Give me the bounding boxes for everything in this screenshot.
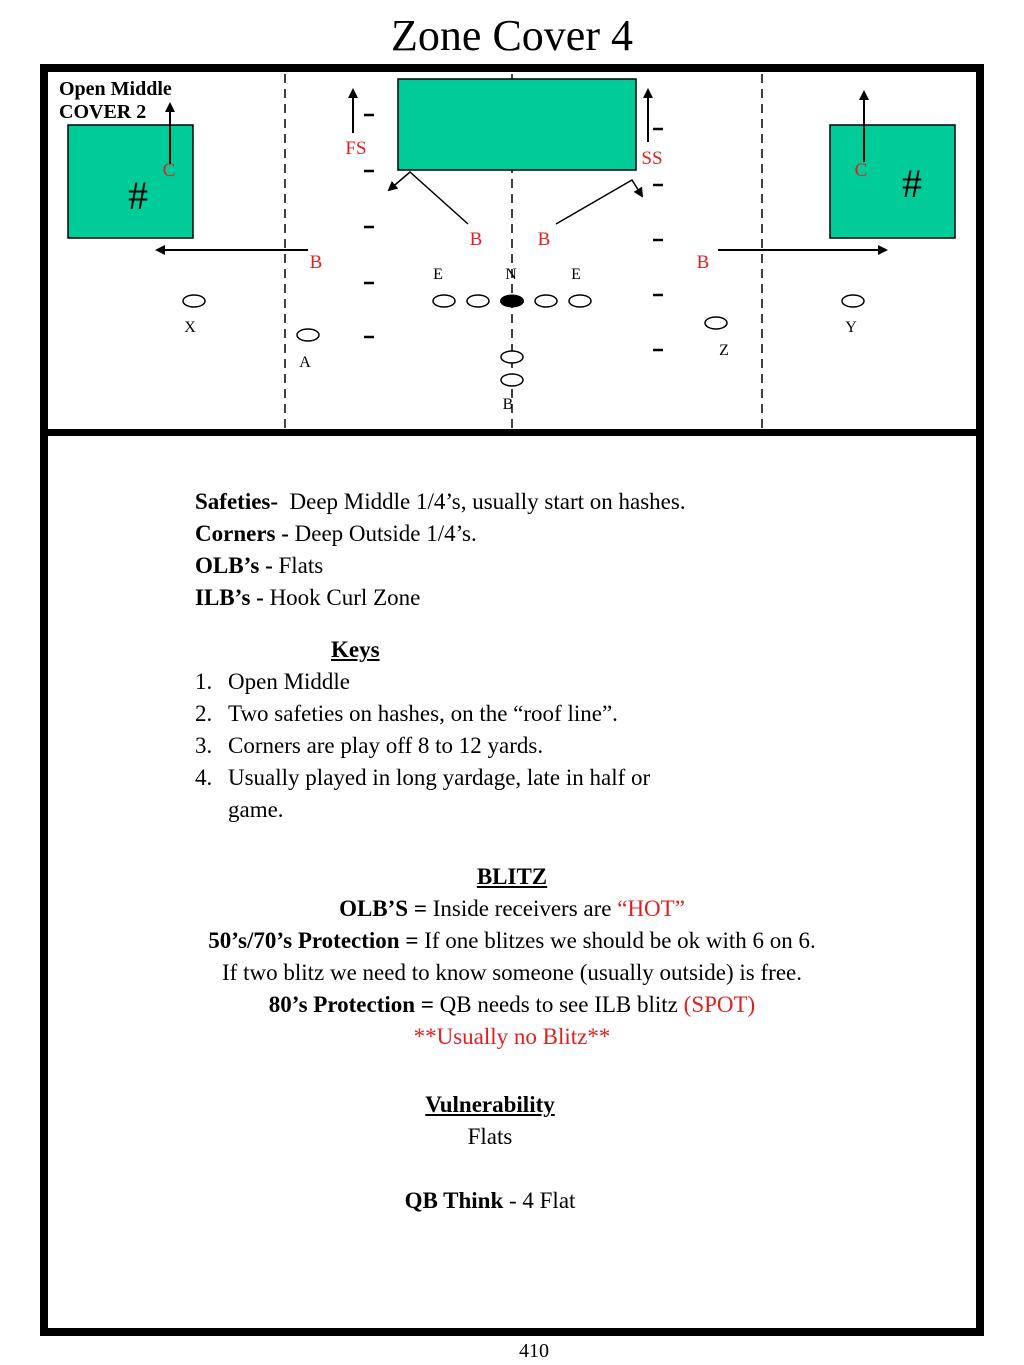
blitz-heading: BLITZ — [476, 864, 548, 889]
olb-right-label: B — [696, 252, 710, 273]
qb-think-line — [18, 1185, 962, 1217]
ss-label: SS — [641, 148, 663, 169]
blitz-two-line: If two blitz we need to know someone (usually outside) is free. — [222, 960, 802, 985]
back-a-label: A — [299, 354, 311, 371]
cover2-label — [59, 78, 172, 124]
blitz-5070-line: 50’s/70’s Protection = If one blitzes we should be ok with 6 on 6. — [208, 928, 816, 953]
cover2-label-line2: COVER 2 — [59, 101, 147, 123]
ilb-right-drop — [556, 180, 642, 224]
receiver-y-label: Y — [845, 319, 857, 336]
list-item: 4. Usually played in long yardage, late in half or game. — [195, 765, 651, 822]
formation-diagram — [0, 0, 1024, 440]
assignment-ilbs — [195, 582, 835, 614]
blitz-no-blitz: **Usually no Blitz** — [413, 1024, 611, 1049]
assignment-role: ILB’s - — [195, 585, 264, 610]
offense-player-rt — [569, 295, 591, 307]
list-item: 3. Corners are play off 8 to 12 yards. — [195, 733, 544, 758]
cover2-label-line1: Open Middle — [59, 78, 172, 100]
hash-symbol-left: # — [128, 173, 148, 218]
assignment-text: Flats — [278, 553, 324, 578]
assignment-text: Deep Outside 1/4’s. — [294, 521, 477, 546]
vulnerability-section — [18, 1089, 962, 1153]
keys-heading: Keys — [331, 637, 380, 662]
assignment-role: OLB’s - — [195, 553, 273, 578]
offense-player-rg — [535, 295, 557, 307]
page-number: 410 — [519, 1340, 549, 1362]
assignment-text: Hook Curl Zone — [269, 585, 421, 610]
offense-player-z — [705, 317, 727, 329]
qb-think-label: QB Think — [404, 1188, 504, 1213]
corner-left-label: C — [162, 160, 176, 181]
zone-deep-right — [830, 125, 955, 238]
blitz-80-line: 80’s Protection = QB needs to see ILB blitz (SPOT) — [268, 992, 756, 1017]
corner-right-label: C — [854, 160, 868, 181]
offense-player-qb — [501, 351, 523, 363]
assignment-corners — [195, 518, 835, 550]
assignment-role: Safeties- — [195, 489, 279, 514]
assignment-olbs — [195, 550, 835, 582]
offense-player-a — [297, 329, 319, 341]
hash-symbol-right: # — [902, 161, 922, 206]
page-title: Zone Cover 4 — [391, 11, 633, 60]
offense-player-lt — [433, 295, 455, 307]
assignment-safeties — [195, 486, 835, 518]
ilb-right-label: B — [537, 229, 551, 250]
offense-player-y — [842, 295, 864, 307]
blitz-olb-line: OLB’S = Inside receivers are “HOT” — [339, 896, 685, 921]
offense-player-b — [501, 374, 523, 386]
olb-left-label: B — [309, 252, 323, 273]
assignment-notes — [195, 486, 835, 826]
assignment-text: Deep Middle 1/4’s, usually start on hashes. — [289, 489, 686, 514]
offense-center-ball — [500, 295, 524, 308]
receiver-z-label: Z — [719, 342, 729, 359]
list-item: 2. Two safeties on hashes, on the “roof line”. — [195, 701, 618, 726]
zone-deep-middle — [398, 79, 636, 170]
assignment-role: Corners - — [195, 521, 289, 546]
vulnerability-text: Flats — [467, 1124, 513, 1149]
keys-list — [195, 666, 835, 826]
receiver-x-label: X — [184, 319, 196, 336]
qb-think-text: - 4 Flat — [508, 1188, 576, 1213]
fs-label: FS — [345, 138, 367, 159]
end-right-label: E — [571, 266, 581, 283]
offense-player-x — [183, 295, 205, 307]
end-left-label: E — [433, 266, 443, 283]
list-item: 1. Open Middle — [195, 669, 351, 694]
ilb-left-drop — [389, 172, 468, 224]
offense-player-lg — [467, 295, 489, 307]
ilb-left-label: B — [469, 229, 483, 250]
blitz-section — [40, 861, 984, 1053]
nose-label: N — [505, 266, 517, 283]
back-b-label: B — [502, 396, 514, 413]
vulnerability-heading: Vulnerability — [425, 1092, 555, 1117]
